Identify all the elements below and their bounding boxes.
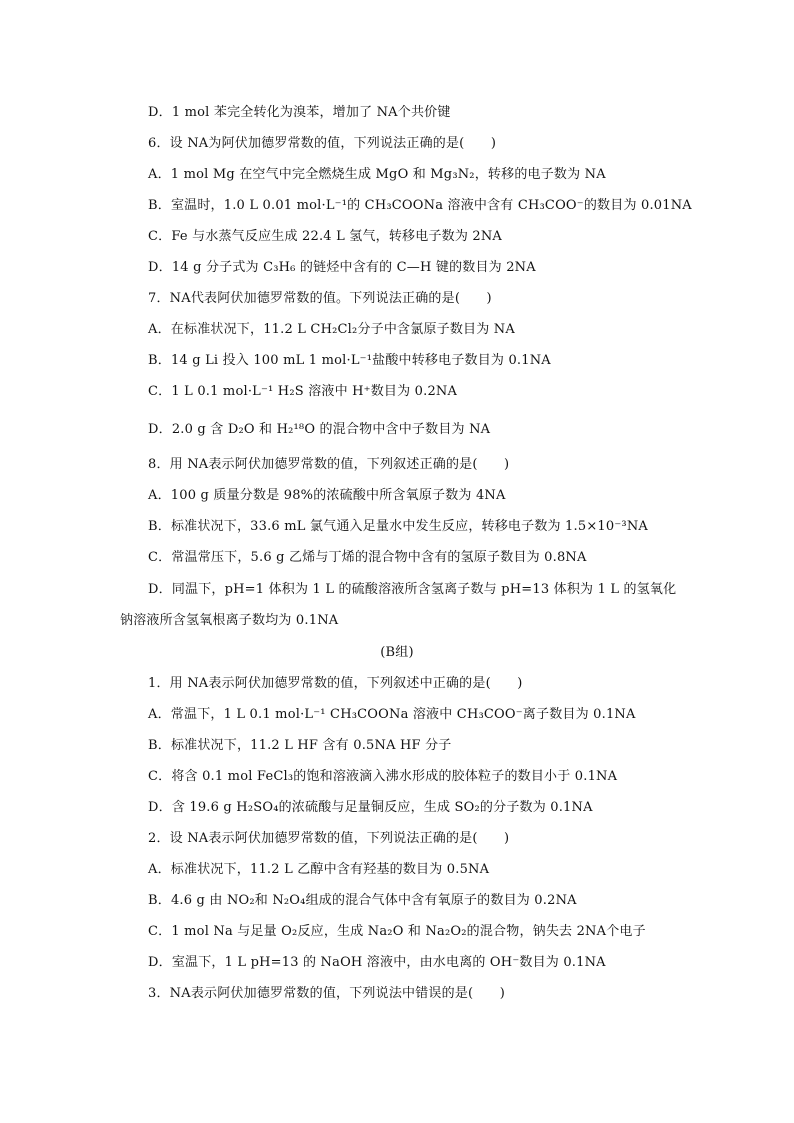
option-d-b2: D．室温下，1 L pH=13 的 NaOH 溶液中，由水电离的 OH⁻数目为 0.1NA [148, 955, 606, 970]
question-b1: 1．用 NA表示阿伏加德罗常数的值，下列叙述中正确的是( ) [148, 676, 523, 691]
option-c-q8: C．常温常压下，5.6 g 乙烯与丁烯的混合物中含有的氢原子数目为 0.8NA [148, 550, 587, 565]
option-c-b2: C．1 mol Na 与足量 O₂反应，生成 Na₂O 和 Na₂O₂的混合物，钠失去 2NA个电子 [148, 924, 646, 939]
section-heading-b: (B组) [380, 645, 414, 660]
option-b-b1: B．标准状况下，11.2 L HF 含有 0.5NA HF 分子 [148, 738, 452, 753]
question-7: 7．NA代表阿伏加德罗常数的值。下列说法正确的是( ) [148, 291, 492, 306]
option-b-b2: B．4.6 g 由 NO₂和 N₂O₄组成的混合气体中含有氧原子的数目为 0.2NA [148, 893, 577, 908]
option-c-q6: C．Fe 与水蒸气反应生成 22.4 L 氢气，转移电子数为 2NA [148, 229, 503, 244]
option-d-q7: D．2.0 g 含 D₂O 和 H₂¹⁸O 的混合物中含中子数目为 NA [148, 422, 491, 437]
option-b-q8: B．标准状况下，33.6 mL 氯气通入足量水中发生反应，转移电子数为 1.5×10⁻³NA [148, 519, 649, 534]
option-d-q8-cont: 钠溶液所含氢氧根离子数均为 0.1NA [120, 613, 339, 628]
option-a-q8: A．100 g 质量分数是 98%的浓硫酸中所含氧原子数为 4NA [148, 488, 506, 503]
question-b3: 3．NA表示阿伏加德罗常数的值，下列说法中错误的是( ) [148, 986, 505, 1001]
option-d-q5: D．1 mol 苯完全转化为溴苯，增加了 NA个共价键 [148, 105, 451, 120]
option-a-q7: A．在标准状况下，11.2 L CH₂Cl₂分子中含氯原子数目为 NA [148, 322, 515, 337]
question-8: 8．用 NA表示阿伏加德罗常数的值，下列叙述正确的是( ) [148, 457, 510, 472]
question-6: 6．设 NA为阿伏加德罗常数的值，下列说法正确的是( ) [148, 136, 497, 151]
option-d-q6: D．14 g 分子式为 C₃H₆ 的链烃中含有的 C—H 键的数目为 2NA [148, 260, 536, 275]
option-c-q7: C．1 L 0.1 mol·L⁻¹ H₂S 溶液中 H⁺数目为 0.2NA [148, 384, 458, 399]
option-d-q8: D．同温下，pH=1 体积为 1 L 的硫酸溶液所含氢离子数与 pH=13 体积为 1 L 的氢氧化 [148, 582, 677, 597]
option-a-q6: A．1 mol Mg 在空气中完全燃烧生成 MgO 和 Mg₃N₂，转移的电子数为 NA [148, 167, 606, 182]
option-b-q7: B．14 g Li 投入 100 mL 1 mol·L⁻¹盐酸中转移电子数目为 0.1NA [148, 353, 551, 368]
question-b2: 2．设 NA表示阿伏加德罗常数的值，下列说法正确的是( ) [148, 831, 510, 846]
option-a-b1: A．常温下，1 L 0.1 mol·L⁻¹ CH₃COONa 溶液中 CH₃COO⁻离子数目为 0.1NA [148, 707, 636, 722]
option-b-q6: B．室温时，1.0 L 0.01 mol·L⁻¹的 CH₃COONa 溶液中含有 CH₃COO⁻的数目为 0.01NA [148, 198, 692, 213]
option-c-b1: C．将含 0.1 mol FeCl₃的饱和溶液滴入沸水形成的胶体粒子的数目小于 0.1NA [148, 769, 618, 784]
option-d-b1: D．含 19.6 g H₂SO₄的浓硫酸与足量铜反应，生成 SO₂的分子数为 0.1NA [148, 800, 593, 815]
option-a-b2: A．标准状况下，11.2 L 乙醇中含有羟基的数目为 0.5NA [148, 862, 490, 877]
